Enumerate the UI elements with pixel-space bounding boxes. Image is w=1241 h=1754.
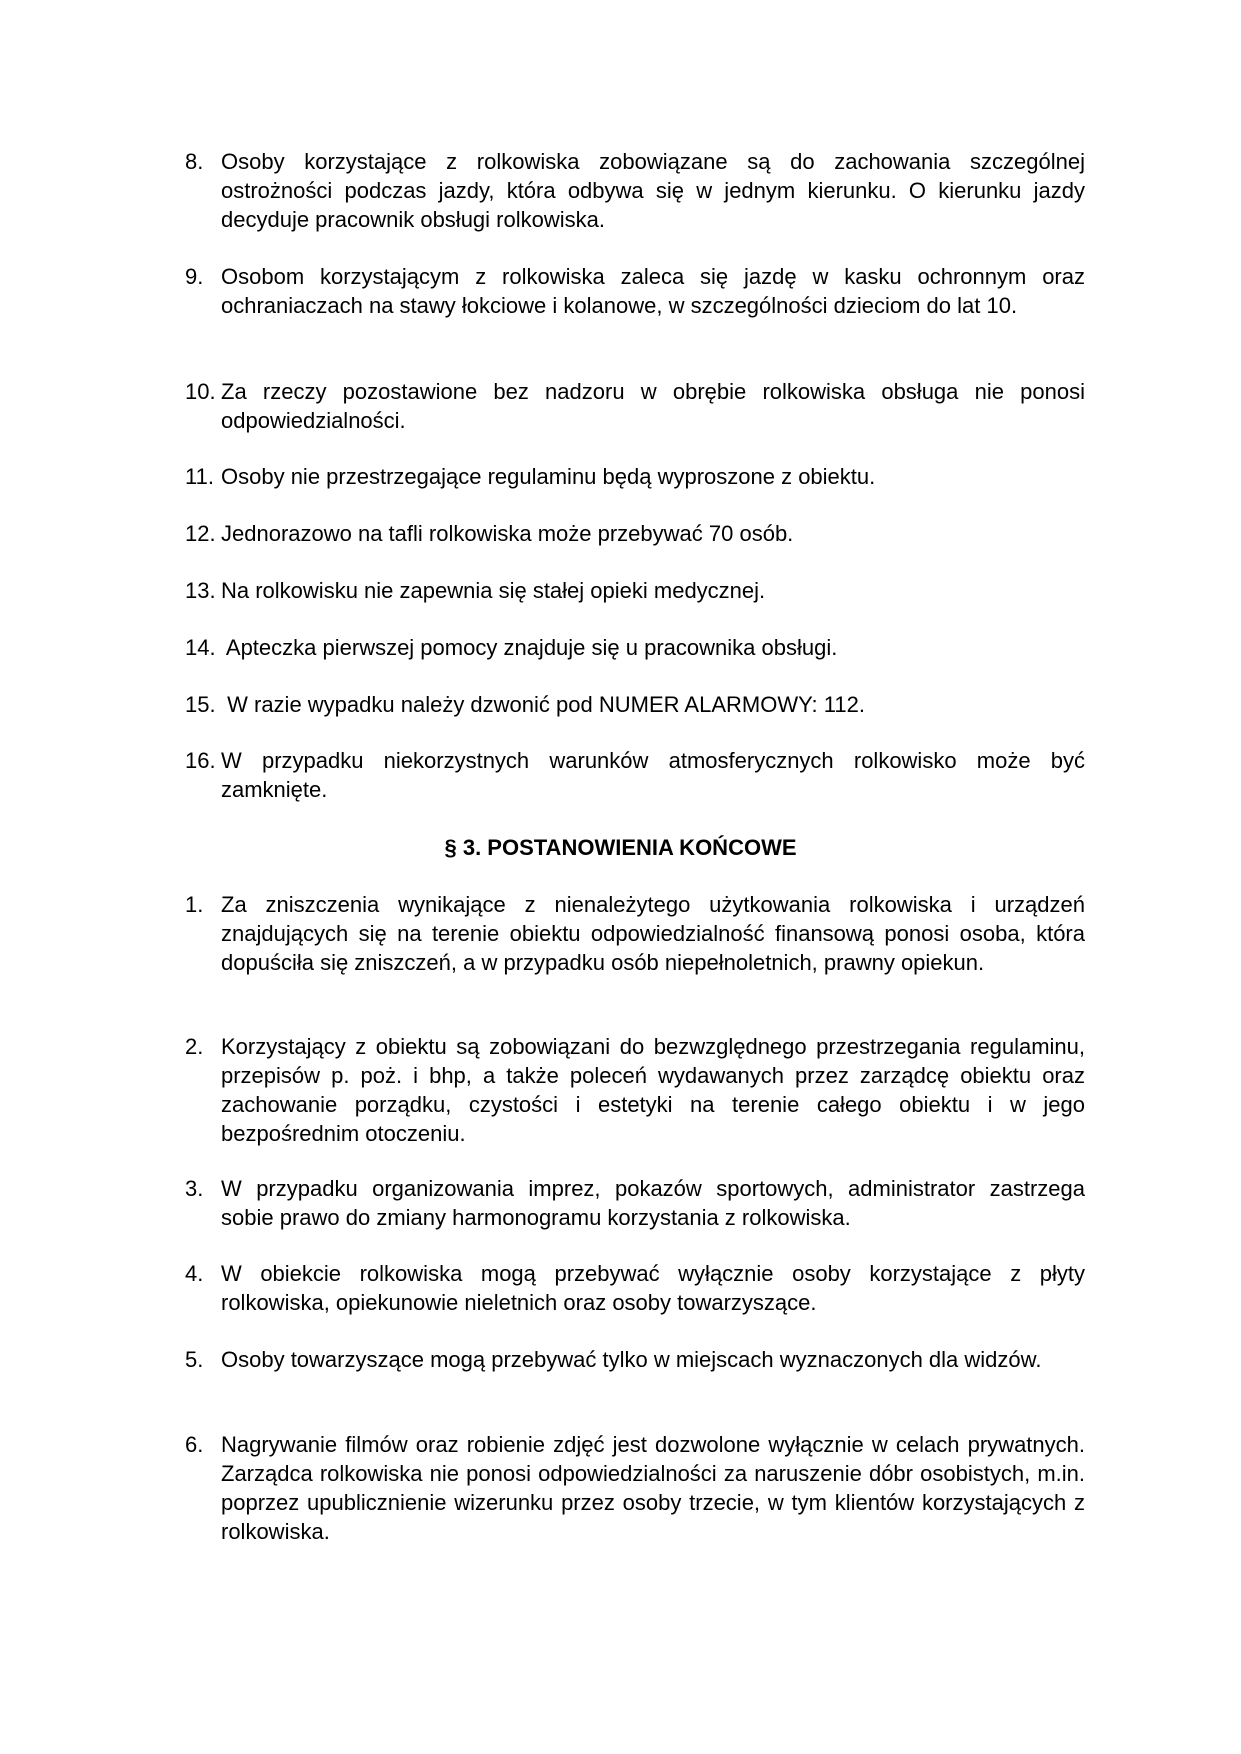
list-item-14 <box>185 633 1085 662</box>
item-number: 12. <box>185 521 216 546</box>
item-text: Osoby korzystające z rolkowiska zobowiązane są do zachowania szczególnej ostrożności podczas jazdy, która odbywa się w jednym kierunku. O kierunku jazdy decyduje pracownik obsługi rolkowiska. <box>221 149 1085 232</box>
item-text: W przypadku organizowania imprez, pokazów sportowych, administrator zastrzega sobie prawo do zmiany harmonogramu korzystania z rolkowiska. <box>221 1176 1085 1230</box>
list-item-9 <box>185 262 1085 320</box>
list-item-13 <box>185 576 1085 605</box>
item-text: Osobom korzystającym z rolkowiska zaleca się jazdę w kasku ochronnym oraz ochraniaczach na stawy łokciowe i kolanowe, w szczególności dzieciom do lat 10. <box>221 264 1085 318</box>
item-number: 3. <box>185 1176 204 1201</box>
item-number: 6. <box>185 1432 204 1457</box>
item-number: 16. <box>185 748 216 773</box>
list-item-6 <box>185 1430 1085 1546</box>
list-item-1 <box>185 890 1085 977</box>
item-number: 5. <box>185 1347 204 1372</box>
item-text: W przypadku niekorzystnych warunków atmosferycznych rolkowisko może być zamknięte. <box>221 748 1085 802</box>
item-number: 4. <box>185 1261 204 1286</box>
item-text: Za zniszczenia wynikające z nienależytego użytkowania rolkowiska i urządzeń znajdujących się na terenie obiektu odpowiedzialność finansową ponosi osoba, która dopuściła się zniszczeń, a w przypadku osób niepełnoletnich, prawny opiekun. <box>221 892 1085 975</box>
list-item-8 <box>185 147 1085 234</box>
item-number: 10. <box>185 379 216 404</box>
item-text: Korzystający z obiektu są zobowiązani do bezwzględnego przestrzegania regulaminu, przepisów p. poż. i bhp, a także poleceń wydawanych przez zarządcę obiektu oraz zachowanie porządku, czystości i estetyki na terenie całego obiektu i w jego bezpośrednim otoczeniu. <box>221 1034 1085 1146</box>
item-number: 13. <box>185 578 216 603</box>
item-text: Na rolkowisku nie zapewnia się stałej opieki medycznej. <box>221 578 766 603</box>
item-text: W razie wypadku należy dzwonić pod NUMER ALARMOWY: 112. <box>221 692 865 717</box>
list-item-2 <box>185 1032 1085 1148</box>
item-number: 1. <box>185 892 204 917</box>
item-text: Osoby towarzyszące mogą przebywać tylko w miejscach wyznaczonych dla widzów. <box>221 1347 1042 1372</box>
list-item-11 <box>185 462 1085 491</box>
list-item-3 <box>185 1174 1085 1232</box>
item-number: 14. <box>185 635 216 660</box>
list-item-12 <box>185 519 1085 548</box>
item-text: Za rzeczy pozostawione bez nadzoru w obrębie rolkowiska obsługa nie ponosi odpowiedzialności. <box>221 379 1085 433</box>
item-text: Apteczka pierwszej pomocy znajduje się u pracownika obsługi. <box>221 635 838 660</box>
section-heading: § 3. POSTANOWIENIA KOŃCOWE <box>444 835 797 860</box>
item-text: Nagrywanie filmów oraz robienie zdjęć jest dozwolone wyłącznie w celach prywatnych. Zarządca rolkowiska nie ponosi odpowiedzialności za naruszenie dóbr osobistych, m.in. poprzez upublicznienie wizerunku przez osoby trzecie, w tym klientów korzystających z rolkowiska. <box>221 1432 1085 1544</box>
item-number: 11. <box>185 464 214 489</box>
list-item-4 <box>185 1259 1085 1317</box>
list-item-15 <box>185 690 1085 719</box>
item-text: Jednorazowo na tafli rolkowiska może przebywać 70 osób. <box>221 521 794 546</box>
list-item-16 <box>185 746 1085 804</box>
item-number: 9. <box>185 264 204 289</box>
item-number: 8. <box>185 149 204 174</box>
item-text: Osoby nie przestrzegające regulaminu będą wyproszone z obiektu. <box>221 464 876 489</box>
item-number: 15. <box>185 692 216 717</box>
list-item-5 <box>185 1345 1085 1374</box>
item-number: 2. <box>185 1034 204 1059</box>
list-item-10 <box>185 377 1085 435</box>
item-text: W obiekcie rolkowiska mogą przebywać wyłącznie osoby korzystające z płyty rolkowiska, opiekunowie nieletnich oraz osoby towarzyszące. <box>221 1261 1085 1315</box>
